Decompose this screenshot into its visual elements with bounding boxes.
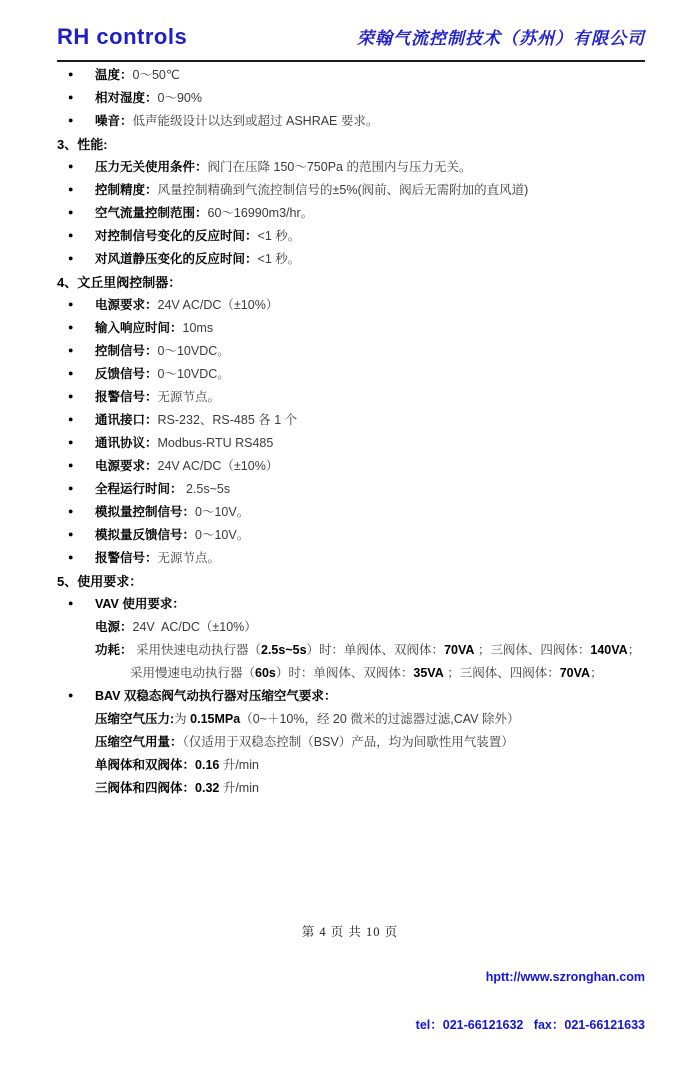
bullet-icon: ●	[68, 115, 74, 125]
line-label: 4、文丘里阀控制器：	[57, 275, 182, 290]
line-value: 无源节点。	[157, 551, 221, 565]
bullet-icon: ●	[68, 552, 74, 562]
doc-line-bullet	[57, 501, 657, 524]
line-value: <1 秒。	[257, 229, 301, 243]
line-value: 0～10V。	[195, 505, 250, 519]
page-header	[57, 24, 645, 58]
doc-line-sub	[57, 616, 657, 639]
line-value: ）时：单阀体、双阀体：	[275, 666, 414, 680]
line-label: 对风道静压变化的反应时间：	[95, 252, 258, 266]
doc-line-sub	[57, 754, 657, 777]
line-label: 反馈信号：	[95, 367, 158, 381]
doc-line-bullet	[57, 363, 657, 386]
doc-line-bullet	[57, 455, 657, 478]
line-value: RS-232、RS-485 各 1 个	[157, 413, 298, 427]
line-label: 5、使用要求：	[57, 574, 143, 589]
line-value: 0～10V。	[195, 528, 250, 542]
line-value: 采用快速电动执行器（	[132, 643, 261, 657]
logo-rh-text: RH	[57, 24, 90, 49]
line-label: 报警信号：	[95, 551, 158, 565]
line-value: 24V AC/DC（±10%）	[157, 298, 279, 312]
doc-line-bullet	[57, 317, 657, 340]
doc-line-bullet	[57, 409, 657, 432]
doc-line-sub	[57, 639, 657, 662]
line-label: 0.16	[195, 758, 220, 772]
document-body	[57, 64, 657, 800]
doc-line-bullet	[57, 179, 657, 202]
bullet-icon: ●	[68, 299, 74, 309]
doc-line-bullet	[57, 225, 657, 248]
line-value: 2.5s~5s	[182, 482, 231, 496]
line-label: 电源要求：	[95, 298, 158, 312]
bullet-icon: ●	[68, 207, 74, 217]
bullet-icon: ●	[68, 322, 74, 332]
doc-line-bullet	[57, 294, 657, 317]
line-label: 压缩空气用量：	[95, 735, 183, 749]
doc-line-sub	[57, 731, 657, 754]
line-label: 噪音：	[95, 114, 133, 128]
doc-line-bullet	[57, 87, 657, 110]
bullet-icon: ●	[68, 69, 74, 79]
line-value: （0~＋10%，经 20 微米的过滤器过滤,CAV 除外）	[240, 712, 520, 726]
website-link[interactable]: hptt://www.szronghan.com	[485, 970, 645, 984]
doc-line-bullet	[57, 340, 657, 363]
logo-controls-text: controls	[89, 24, 188, 49]
line-value: ；三阀体、四阀体：	[443, 666, 560, 680]
bullet-icon: ●	[68, 92, 74, 102]
doc-line-bullet	[57, 524, 657, 547]
line-label: 2.5s~5s	[261, 643, 307, 657]
bullet-icon: ●	[68, 598, 74, 608]
header-divider	[57, 60, 645, 62]
line-value: 升/min	[219, 758, 259, 772]
line-label: 功耗：	[95, 643, 133, 657]
doc-line-bullet	[57, 593, 657, 616]
line-value: 风量控制精确到气流控制信号的±5%(阀前、阀后无需附加的直风道)	[157, 183, 529, 197]
bullet-icon: ●	[68, 437, 74, 447]
line-label: 温度：	[95, 68, 133, 82]
tel-fax-line: tel：021-66121632 fax：021-66121633	[415, 1018, 645, 1032]
bullet-icon: ●	[68, 230, 74, 240]
doc-line-bullet	[57, 64, 657, 87]
line-value: 采用慢速电动执行器（	[130, 666, 256, 680]
line-label: 报警信号：	[95, 390, 158, 404]
bullet-icon: ●	[68, 368, 74, 378]
line-value: <1 秒。	[257, 252, 301, 266]
line-label: 模拟量控制信号：	[95, 505, 196, 519]
bullet-icon: ●	[68, 253, 74, 263]
doc-line-bullet	[57, 386, 657, 409]
line-label: 三阀体和四阀体：	[95, 781, 196, 795]
bullet-icon: ●	[68, 184, 74, 194]
doc-line-heading	[57, 570, 657, 593]
bullet-icon: ●	[68, 345, 74, 355]
doc-line-bullet	[57, 685, 657, 708]
line-label: 控制信号：	[95, 344, 158, 358]
line-value: ；	[627, 643, 641, 657]
doc-line-bullet	[57, 156, 657, 179]
bullet-icon: ●	[68, 161, 74, 171]
line-value: 60～16990m3/hr。	[207, 206, 314, 220]
line-value: 0～90%	[157, 91, 202, 105]
doc-line-sub	[57, 777, 657, 800]
line-value: Modbus-RTU RS485	[157, 436, 274, 450]
line-value: 阀门在压降 150～750Pa 的范围内与压力无关。	[207, 160, 472, 174]
line-label: 相对湿度：	[95, 91, 158, 105]
doc-line-sub	[57, 708, 657, 731]
line-label: BAV 双稳态阀气动执行器对压缩空气要求：	[95, 689, 337, 703]
line-label: 70VA	[559, 666, 591, 680]
line-label: 140VA	[590, 643, 628, 657]
doc-line-heading	[57, 271, 657, 294]
line-label: 全程运行时间：	[95, 482, 183, 496]
doc-line-bullet	[57, 202, 657, 225]
line-label: 单阀体和双阀体：	[95, 758, 196, 772]
line-value: 低声能级设计以达到或超过 ASHRAE 要求。	[132, 114, 379, 128]
line-label: 压缩空气压力:	[95, 712, 175, 726]
line-value: 为	[174, 712, 191, 726]
doc-line-bullet	[57, 110, 657, 133]
line-value: 24V AC/DC（±10%）	[132, 620, 257, 634]
line-label: 60s	[255, 666, 276, 680]
company-logo	[57, 24, 187, 50]
line-label: 控制精度：	[95, 183, 158, 197]
doc-line-bullet	[57, 547, 657, 570]
line-label: 通讯协议：	[95, 436, 158, 450]
line-label: 35VA	[413, 666, 444, 680]
line-label: 压力无关使用条件：	[95, 160, 208, 174]
doc-line-bullet	[57, 478, 657, 501]
bullet-icon: ●	[68, 529, 74, 539]
line-label: 0.32	[195, 781, 220, 795]
line-value: 10ms	[182, 321, 214, 335]
line-label: VAV 使用要求：	[95, 597, 185, 611]
doc-line-cont	[57, 662, 657, 685]
line-label: 空气流量控制范围：	[95, 206, 208, 220]
line-value: ）时：单阀体、双阀体：	[306, 643, 445, 657]
bullet-icon: ●	[68, 506, 74, 516]
footer-contact	[416, 937, 645, 1065]
bullet-icon: ●	[68, 460, 74, 470]
line-label: 电源：	[95, 620, 133, 634]
doc-line-bullet	[57, 248, 657, 271]
bullet-icon: ●	[68, 690, 74, 700]
line-label: 通讯接口：	[95, 413, 158, 427]
line-value: 0～50℃	[132, 68, 180, 82]
line-label: 输入响应时间：	[95, 321, 183, 335]
line-label: 模拟量反馈信号：	[95, 528, 196, 542]
line-value: 升/min	[219, 781, 259, 795]
bullet-icon: ●	[68, 483, 74, 493]
line-value: （仅适用于双稳态控制（BSV）产品，均为间歇性用气装置）	[182, 735, 514, 749]
line-value: 0～10VDC。	[157, 344, 230, 358]
line-label: 对控制信号变化的反应时间：	[95, 229, 258, 243]
bullet-icon: ●	[68, 414, 74, 424]
line-value: ；	[590, 666, 603, 680]
line-value: 0～10VDC。	[157, 367, 230, 381]
line-label: 电源要求：	[95, 459, 158, 473]
doc-line-heading	[57, 133, 657, 156]
doc-line-bullet	[57, 432, 657, 455]
line-value: 无源节点。	[157, 390, 221, 404]
line-value: ；三阀体、四阀体：	[474, 643, 591, 657]
company-name: 荣翰气流控制技术（苏州）有限公司	[357, 29, 645, 49]
line-label: 3、性能:	[57, 137, 108, 152]
line-label: 0.15MPa	[190, 712, 241, 726]
line-value: 24V AC/DC（±10%）	[157, 459, 279, 473]
page-number: 第 4 页 共 10 页	[301, 925, 399, 939]
bullet-icon: ●	[68, 391, 74, 401]
line-label: 70VA	[444, 643, 475, 657]
